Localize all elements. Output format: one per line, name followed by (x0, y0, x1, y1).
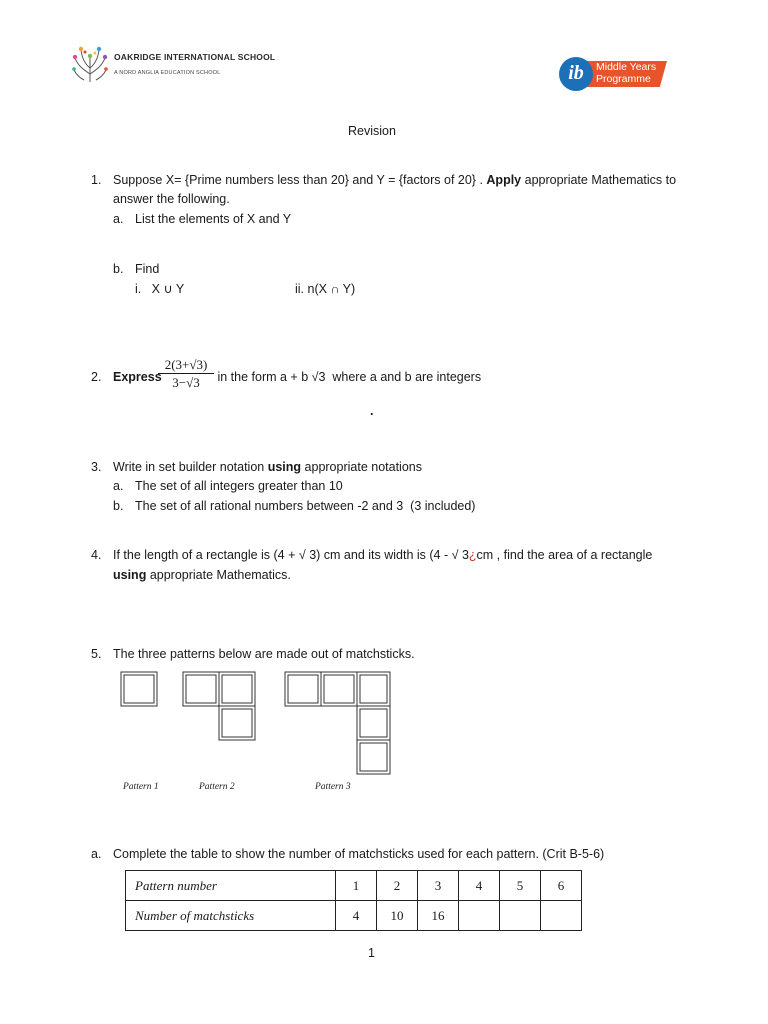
school-tagline: A NORD ANGLIA EDUCATION SCHOOL (114, 70, 221, 76)
ib-badge-line2: Programme (596, 73, 651, 85)
q1b-ii: ii. n(X ∩ Y) (295, 282, 356, 296)
q1b-i: i. X ∪ Y (135, 282, 185, 296)
pattern-1-caption: Pattern 1 (123, 782, 159, 792)
q4-number: 4. (91, 548, 102, 562)
matchsticks-table (125, 870, 582, 931)
q1a-text: List the elements of X and Y (135, 212, 292, 226)
table-cell: 2 (377, 871, 418, 901)
q5a-text: Complete the table to show the number of matchsticks used for each pattern. (Crit B-5-6) (113, 847, 605, 861)
q5-number: 5. (91, 647, 102, 661)
ib-circle-icon: ib (559, 57, 593, 91)
table-row-label: Pattern number (126, 871, 336, 901)
table-cell: 10 (377, 901, 418, 931)
q5-text: The three patterns below are made out of matchsticks. (113, 647, 415, 661)
pattern-1-figure (121, 672, 157, 706)
table-row (126, 901, 582, 931)
q4-text-line2: using appropriate Mathematics. (113, 568, 291, 582)
q1a-label: a. (113, 212, 124, 226)
q3a-text: The set of all integers greater than 10 (135, 479, 343, 493)
table-cell: 3 (418, 871, 459, 901)
table-row-label: Number of matchsticks (126, 901, 336, 931)
pattern-2-figure (183, 672, 255, 740)
table-cell: 6 (541, 871, 582, 901)
page-title: Revision (348, 124, 396, 138)
q5a-label: a. (91, 847, 102, 861)
q2-denominator: 3−√3 (172, 375, 200, 390)
q2-numerator: 2(3+√3) (158, 356, 214, 374)
table-cell-empty[interactable] (459, 901, 500, 931)
q2-number: 2. (91, 370, 102, 384)
q4-text: If the length of a rectangle is (4 + √ 3) cm and its width is (4 - √ 3¿cm , find the area of a rectangle (113, 548, 653, 562)
q2-text: in the form a + b √3 where a and b are integers (214, 370, 482, 384)
q2-fraction (158, 356, 214, 391)
q1b-label: b. (113, 262, 124, 276)
q3b-text: The set of all rational numbers between -2 and 3 (3 included) (135, 499, 476, 513)
ib-badge-line1: Middle Years (596, 61, 657, 73)
table-cell: 5 (500, 871, 541, 901)
school-logo (70, 44, 276, 84)
q1-number: 1. (91, 173, 102, 187)
school-emblem-icon (70, 44, 110, 84)
table-row (126, 871, 582, 901)
q1-text: Suppose X= {Prime numbers less than 20} and Y = {factors of 20} . Apply appropriate Mathematics to (113, 173, 677, 187)
school-name: OAKRIDGE INTERNATIONAL SCHOOL (114, 52, 276, 62)
pattern-3-caption: Pattern 3 (315, 782, 351, 792)
table-cell: 16 (418, 901, 459, 931)
q3-number: 3. (91, 460, 102, 474)
q2-dot: . (370, 404, 374, 418)
pattern-3-figure (285, 672, 390, 774)
table-cell: 4 (459, 871, 500, 901)
pattern-2-caption: Pattern 2 (199, 782, 235, 792)
table-cell: 1 (336, 871, 377, 901)
page-number: 1 (368, 946, 375, 960)
table-cell-empty[interactable] (500, 901, 541, 931)
matchstick-patterns (115, 666, 405, 778)
table-cell-empty[interactable] (541, 901, 582, 931)
q3-text: Write in set builder notation using appropriate notations (113, 460, 422, 474)
q2-express: Express (113, 370, 162, 384)
q3a-label: a. (113, 479, 124, 493)
q1-text-line2: answer the following. (113, 192, 230, 206)
ib-myp-badge (559, 57, 671, 93)
table-cell: 4 (336, 901, 377, 931)
q1b-text: Find (135, 262, 160, 276)
q3b-label: b. (113, 499, 124, 513)
